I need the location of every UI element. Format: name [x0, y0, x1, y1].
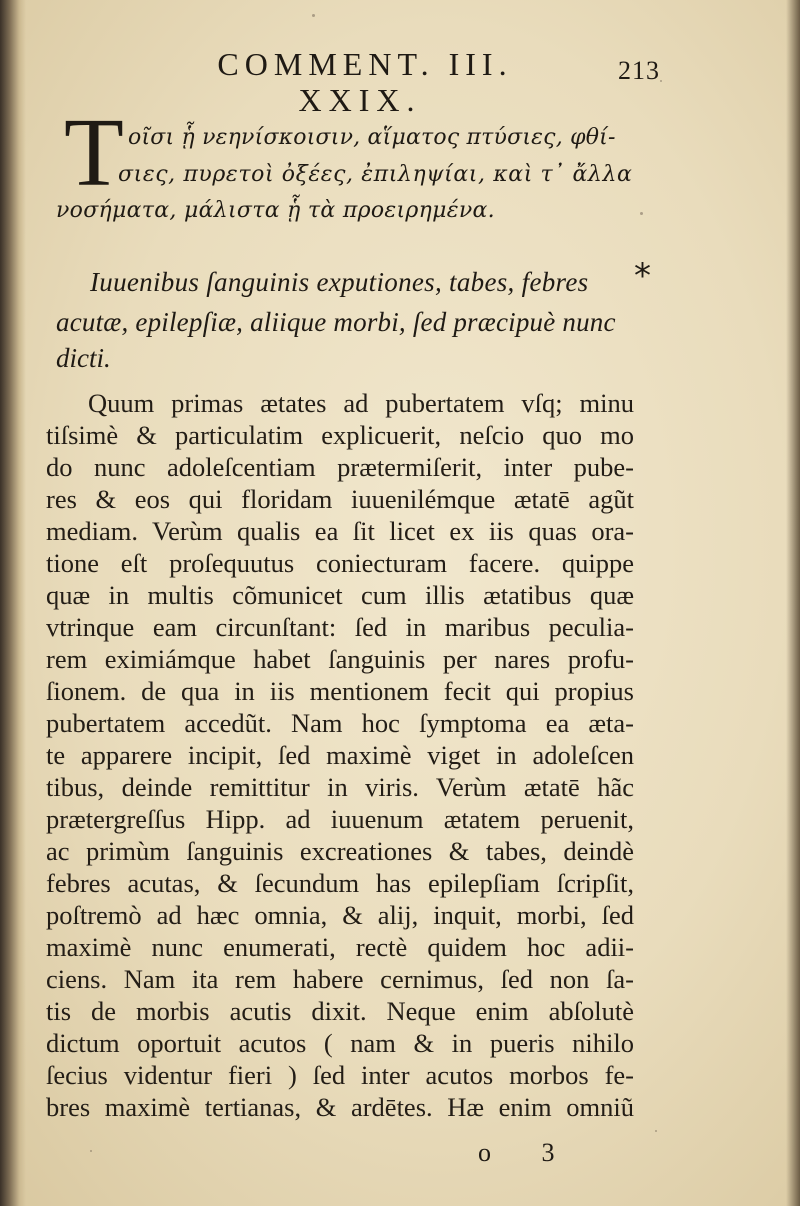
commentary-line: poſtremò ad hæc omnia, & alij, inquit, morbi, ſed	[46, 900, 634, 930]
section-number-text: XXIX.	[298, 82, 422, 118]
latin-aphorism-line: acutæ, epilepſiæ, aliique morbi, ſed præcipuè nunc	[56, 307, 616, 337]
asterisk-marker: *	[634, 256, 651, 296]
commentary-line: febres acutas, & ſecundum has epilepſiam ſcripſit,	[46, 868, 634, 898]
commentary-line: rem eximiámque habet ſanguinis per nares profu-	[46, 644, 634, 674]
commentary-line: quæ in multis cõmunicet cum illis ætatibus quæ	[46, 580, 634, 610]
paper-speck	[640, 212, 643, 215]
commentary-line: tiſsimè & particulatim explicuerit, neſcio quo mo	[46, 420, 634, 450]
commentary-line: tibus, deinde remittitur in viris. Verùm ætatē hãc	[46, 772, 634, 802]
commentary-line: maximè nunc enumerati, rectè quidem hoc adii-	[46, 932, 634, 962]
running-head-text: COMMENT. III.	[217, 46, 513, 82]
commentary-line: ſionem. de qua in iis mentionem fecit qui propius	[46, 676, 634, 706]
commentary-line: tis de morbis acutis dixit. Neque enim abſolutè	[46, 996, 634, 1026]
commentary-line: dictum oportuit acutos ( nam & in pueris nihilo	[46, 1028, 634, 1058]
page-gutter-shadow	[0, 0, 26, 1206]
commentary-line: mediam. Verùm qualis ea ſit licet ex iis quas ora-	[46, 516, 634, 546]
paper-speck	[660, 80, 662, 82]
commentary-line: do nunc adoleſcentiam prætermiſerit, inter pube-	[46, 452, 634, 482]
paper-speck	[90, 1150, 92, 1152]
commentary-line: prætergreſſus Hipp. ad iuuenum ætatem peruenit,	[46, 804, 634, 834]
signature-mark: o 3	[478, 1138, 577, 1167]
commentary-line: ciens. Nam ita rem habere cernimus, ſed non ſa-	[46, 964, 634, 994]
greek-line: νοσήματα, μάλιστα ᾗ τὰ προειρημένα.	[56, 198, 495, 223]
latin-aphorism-line: dicti.	[56, 343, 111, 373]
commentary-line: ac primùm ſanguinis excreationes & tabes, deindè	[46, 836, 634, 866]
greek-line: σιες, πυρετοὶ ὀξέες, ἐπιληψίαι, καὶ τ᾿ ἄλλα	[118, 162, 633, 187]
latin-aphorism-line: Iuuenibus ſanguinis exputiones, tabes, febres	[90, 267, 589, 297]
page-number: 213	[618, 56, 660, 85]
commentary-line: te apparere incipit, ſed maximè viget in adoleſcen	[46, 740, 634, 770]
commentary-line: vtrinque eam circunſtant: ſed in maribus peculia-	[46, 612, 634, 642]
paper-speck	[312, 14, 315, 17]
drop-cap-initial: T	[64, 99, 124, 207]
commentary-line: pubertatem accedũt. Nam hoc ſymptoma ea æta-	[46, 708, 634, 738]
commentary-line: res & eos qui floridam iuuenilémque ætatē agũt	[46, 484, 634, 514]
page-edge-shadow	[786, 0, 800, 1206]
commentary-line: ſecius videntur fieri ) ſed inter acutos morbos fe-	[46, 1060, 634, 1090]
commentary-line: bres maximè tertianas, & ardētes. Hæ enim omniũ	[46, 1092, 634, 1122]
greek-line: οῖσι ᾗ νεηνίσκοισιν, αἵματος πτύσιες, φθί-	[128, 125, 616, 150]
running-head	[0, 46, 800, 83]
paper-speck	[655, 1130, 657, 1132]
commentary-line: Quum primas ætates ad pubertatem vſq; minu	[88, 388, 634, 418]
commentary-line: tione eſt proſequutus coniecturam facere. quippe	[46, 548, 634, 578]
